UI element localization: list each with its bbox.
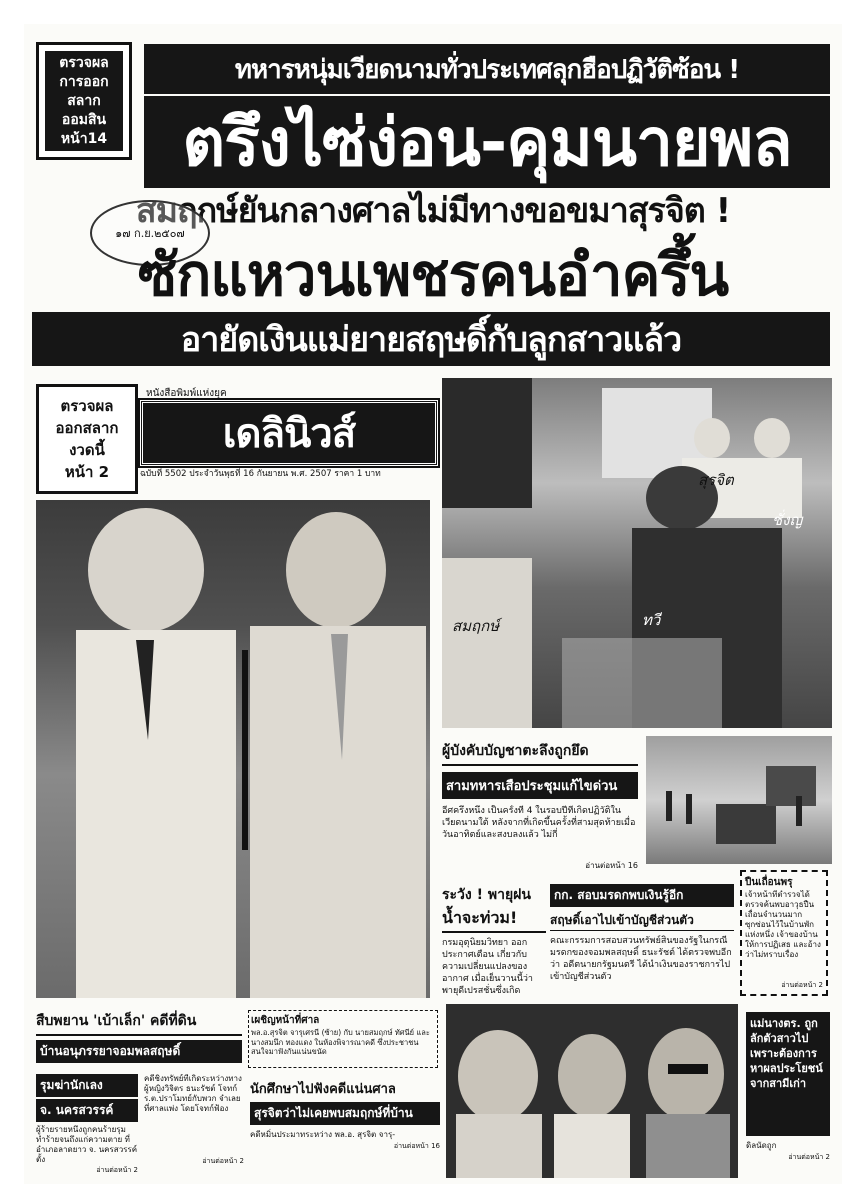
headline-main <box>144 96 830 188</box>
story-students-ref: อ่านต่อหน้า 16 <box>393 1142 440 1150</box>
paper-name <box>140 400 438 466</box>
headline-main-text: ตรึงไซ่ง่อน-คุมนายพล <box>182 103 792 181</box>
story-box-right-title: ปืนเถื่อนพรุ <box>745 877 793 888</box>
newspaper-front-page <box>24 24 842 1184</box>
lottery2-line: ตรวจผล <box>60 397 114 415</box>
story-vietnam <box>442 738 638 882</box>
story-suicide-title-2: จ. นครสวรรค์ <box>36 1099 138 1122</box>
truck-figure <box>646 736 832 864</box>
story-bottom-left <box>36 1010 242 1066</box>
soldiers-truck-photo <box>646 736 832 864</box>
story-account-body: คณะกรรมการสอบสวนทรัพย์สินของรัฐในกรณีมรดกของจอมพลสฤษดิ์ ธนะรัชต์ ได้ตรวจพบอีกว่า อดีตนายกรัฐมนตรี ได้นำเงินของราชการไปเข้าบัญชีส่วนตัว <box>550 936 732 982</box>
story-vietnam-body: อีศครึ่งหนึ่ง เป็นครั้งที่ 4 ในรอบปีที่เกิดปฏิวัติในเวียดนามใต้ หลังจากที่เกิดขึ้นครั้งที่สามสุดท้ายเมื่อวันอาทิตย์และสงบลงแล้ว ไม่กี่ <box>442 806 636 840</box>
courtroom-photo <box>442 378 832 728</box>
headline-top <box>144 44 830 94</box>
issue-line: ฉบับที่ 5502 ประจำวันพุธที่ 16 กันยายน พ.ศ. 2507 ราคา 1 บาท <box>140 469 381 479</box>
story-account <box>550 884 734 1014</box>
subhead-1-text: สมฤกษ์ยันกลางศาลไม่มีทางขอขมาสุรจิต ! <box>135 191 731 231</box>
lottery-notice-2-box <box>36 384 138 494</box>
lottery2-line: หน้า 2 <box>64 463 110 481</box>
stamp-date: ๑๗ ก.ย.๒๕๐๗ <box>115 227 185 240</box>
lottery-notice-2-inner <box>56 395 119 483</box>
story-murder <box>144 1074 244 1174</box>
story-box-right-ref: อ่านต่อหน้า 2 <box>781 981 823 989</box>
lottery-notice-box <box>36 42 132 160</box>
story-suicide-body: ผู้ร้ายรายหนึ่งถูกคนร้ายรุมทำร้ายจนถึงแก่ความตาย ที่อำเภอลาดยาว จ. นครสวรรค์ ตั้ง <box>36 1125 138 1164</box>
story-lawyer-title: แม่นางตร. ถูกลักตัวสาวไปเพราะต้องการหาผลประโยชน์จากสามีเก่า <box>746 1012 830 1136</box>
headline-top-text: ทหารหนุ่มเวียดนามทั่วประเทศลุกฮือปฏิวัติซ้อน ! <box>234 54 740 85</box>
label-suraj: สุรจิต <box>698 471 734 489</box>
subhead-2-text: อายัดเงินแม่ยายสฤษดิ์กับลูกสาวแล้ว <box>180 320 682 360</box>
lottery2-line: งวดนี้ <box>69 441 105 459</box>
story-box-right <box>740 870 828 996</box>
story-box-right-body: เจ้าหน้าที่ตำรวจได้ตรวจค้นพบอาวุธปืนเถื่อนจำนวนมาก ซุกซ่อนไว้ในบ้านพักแห่งหนึ่ง เจ้าของบ้านให้การปฏิเสธ และอ้างว่าไม่ทราบเรื่อง <box>745 890 821 959</box>
generals-photo-figures <box>36 500 430 998</box>
story-account-title-2: สฤษดิ์เอาไปเข้าบัญชีส่วนตัว <box>550 911 734 931</box>
lottery-line: สลาก <box>67 92 101 109</box>
story-lawyer-caption: ดิลนัดถูก <box>746 1141 777 1150</box>
story-suicide <box>36 1074 138 1174</box>
portraits-photo <box>446 1004 738 1178</box>
story-court-notice <box>248 1010 438 1068</box>
story-storm-body: กรมอุตุนิยมวิทยา ออกประกาศเตือน เกี่ยวกับความเปลี่ยนแปลงของอากาศ เมื่อเย็นวานนี้ว่า พายุดีเปรสชั่นซึ่งเกิด <box>442 938 533 996</box>
subhead-2 <box>32 312 830 366</box>
story-storm <box>442 884 546 1014</box>
portraits-figures <box>446 1004 738 1178</box>
lottery-line: ตรวจผล <box>59 54 109 71</box>
lottery-line: ออมสิน <box>61 111 107 128</box>
story-lawyer-ref: อ่านต่อหน้า 2 <box>788 1153 830 1161</box>
story-students-subtitle: สุรจิตว่าไม่เคยพบสมฤกษ์ที่บ้าน <box>250 1102 440 1125</box>
paper-name-text: เดลินิวส์ <box>222 411 356 457</box>
story-lawyer <box>746 1012 830 1174</box>
courtroom-photo-figures <box>442 378 832 728</box>
story-storm-title-1: ระวัง ! พายุฝน <box>442 887 531 903</box>
lottery-line: การออก <box>59 73 109 90</box>
story-suicide-title-1: รุมฆ่านักเลง <box>36 1074 138 1097</box>
story-vietnam-title: ผู้บังคับบัญชาตะลึงถูกยึด <box>442 738 638 766</box>
story-court-notice-body: พล.อ.สุรจิต จารุเศรนี (ซ้าย) กับ นายสมฤกษ์ ทัศนีย์ และ นางสมนึก ทองแดง ในห้องพิจารณาคดี ซึ่งประชาชนสนใจมาฟังกันแน่นขนัด <box>251 1028 430 1056</box>
story-storm-title-2: น้ำจะท่วม! <box>442 906 546 933</box>
story-bottom-left-title: สืบพยาน 'เบ้าเล็ก' คดีที่ดิน <box>36 1010 242 1036</box>
label-chang: ชั่งญ <box>772 511 803 529</box>
story-vietnam-ref: อ่านต่อหน้า 16 <box>585 861 638 870</box>
story-account-title-1: กก. สอบมรดกพบเงินรู้อีก <box>550 884 734 907</box>
story-court-notice-title: เผชิญหน้าที่ศาล <box>251 1015 320 1026</box>
headline-2 <box>24 236 842 312</box>
lottery-notice-inner <box>45 51 123 151</box>
lottery-line: หน้า14 <box>60 130 108 147</box>
story-suicide-ref: อ่านต่อหน้า 2 <box>96 1166 138 1174</box>
lottery2-line: ออกสลาก <box>55 419 119 437</box>
paper-slogan: หนังสือพิมพ์แห่งยุค <box>146 388 227 399</box>
label-tawee: ทวี <box>642 611 661 629</box>
headline-2-text: ซักแหวนเพชรคนอำครึ้น <box>137 240 729 309</box>
paper-nameplate <box>138 382 434 488</box>
story-vietnam-subtitle: สามทหารเสือประชุมแก้ไขด่วน <box>442 772 638 799</box>
story-murder-ref: อ่านต่อหน้า 2 <box>202 1157 244 1165</box>
story-murder-body: คดีชิงทรัพย์ที่เกิดระหว่างทางผู้หญิงวิจิตร ธนะรัชต์ โจทก์ ร.ต.ปราโมทย์กับพวก จำเลย ที่ศาลแพ่ง โดยโจทก์ฟ้อง <box>144 1074 242 1113</box>
story-students-body: คดีหมิ่นประมาทระหว่าง พล.อ. สุรจิต จารุ- <box>250 1130 396 1139</box>
generals-photo <box>36 500 430 998</box>
label-somrerk: สมฤกษ์ <box>452 617 500 635</box>
story-students <box>250 1078 440 1174</box>
story-bottom-left-subtitle: บ้านอนุภรรยาจอมพลสฤษดิ์ <box>36 1040 242 1063</box>
story-students-title: นักศึกษาไปฟังคดีแน่นศาล <box>250 1082 396 1097</box>
